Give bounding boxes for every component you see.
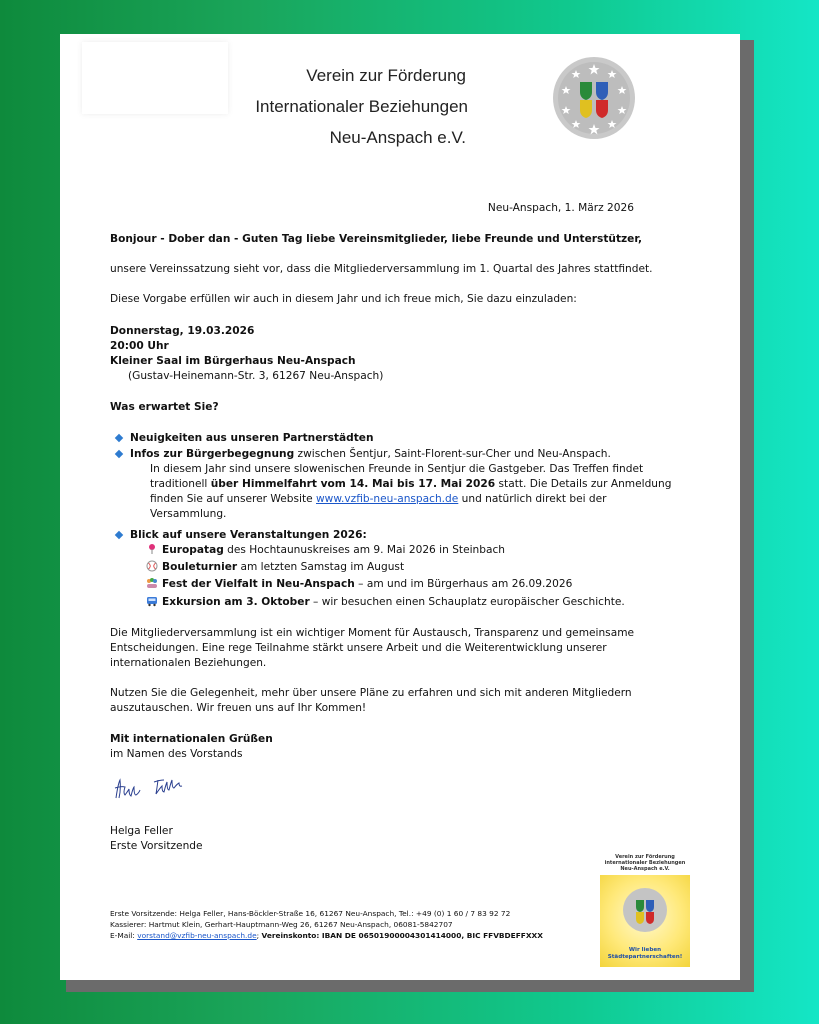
- paragraph-1: unsere Vereinssatzung sieht vor, dass die Mitgliederversammlung im 1. Quartal des Jahres stattfindet.: [110, 263, 653, 275]
- bullet-events: Blick auf unsere Veranstaltungen 2026:: [130, 529, 367, 541]
- event-3-title: Fest der Vielfalt in Neu-Anspach: [162, 578, 355, 590]
- closing: Mit internationalen Grüßen: [110, 733, 273, 745]
- org-line-1: Verein zur Förderung: [306, 66, 466, 85]
- footer: [110, 908, 543, 941]
- footer-email-link[interactable]: vorstand@vzfib-neu-anspach.de: [137, 931, 257, 940]
- letter-page: [60, 34, 740, 980]
- event-1-title: Europatag: [162, 544, 224, 556]
- sub3-pre: finden Sie auf unserer Website: [150, 493, 316, 505]
- pin-icon: [146, 543, 158, 555]
- sub3-post: und natürlich direkt bei der: [458, 493, 607, 505]
- bullet-meeting-rest: zwischen Šentjur, Saint-Florent-sur-Cher und Neu-Anspach.: [294, 448, 611, 460]
- paragraph-4-line-1: Nutzen Sie die Gelegenheit, mehr über unsere Pläne zu erfahren und sich mit anderen Mitgliedern: [110, 687, 632, 699]
- footer-line-3: [110, 930, 543, 941]
- meeting-sub-4: Versammlung.: [150, 508, 227, 520]
- handwritten-signature: [110, 772, 202, 806]
- event-2-detail: am letzten Samstag im August: [237, 561, 405, 573]
- paragraph-2: Diese Vorgabe erfüllen wir auch in diesem Jahr und ich freue mich, Sie dazu einzuladen:: [110, 293, 577, 305]
- footer-email-label: E-Mail:: [110, 931, 138, 940]
- club-seal-logo: [552, 56, 636, 140]
- bullet-marker: [115, 531, 123, 539]
- org-header: [255, 60, 466, 153]
- event-1: [162, 544, 505, 556]
- event-1-detail: des Hochtaunuskreises am 9. Mai 2026 in Steinbach: [223, 544, 506, 556]
- expect-heading: Was erwartet Sie?: [110, 401, 219, 413]
- partnership-badge: [598, 854, 692, 966]
- paragraph-3-line-2: Entscheidungen. Eine rege Teilnahme stärkt unsere Arbeit und die Weiterentwicklung unserer: [110, 642, 607, 654]
- greeting: Bonjour - Dober dan - Guten Tag liebe Vereinsmitglieder, liebe Freunde und Unterstützer,: [110, 233, 643, 245]
- meeting-time: 20:00 Uhr: [110, 340, 169, 352]
- ball-icon: [146, 560, 158, 572]
- bullet-marker: [115, 450, 123, 458]
- meeting-place: Kleiner Saal im Bürgerhaus Neu-Anspach: [110, 355, 356, 367]
- event-4: [162, 596, 625, 608]
- letter-date: Neu-Anspach, 1. März 2026: [487, 202, 634, 214]
- closing-2: im Namen des Vorstands: [110, 748, 243, 760]
- signer-title: Erste Vorsitzende: [110, 840, 203, 852]
- event-2-title: Bouleturnier: [162, 561, 238, 573]
- bullet-marker: [115, 434, 123, 442]
- event-4-title: Exkursion am 3. Oktober: [162, 596, 310, 608]
- badge-caption: Verein zur Förderung internationaler Beziehungen Neu-Anspach e.V.: [604, 854, 686, 872]
- people-icon: [146, 577, 158, 589]
- paragraph-3-line-3: internationalen Beziehungen.: [110, 657, 267, 669]
- event-3-detail: – am und im Bürgerhaus am 26.09.2026: [354, 578, 573, 590]
- event-3: [162, 578, 572, 590]
- bullet-news: Neuigkeiten aus unseren Partnerstädten: [130, 432, 374, 444]
- bullet-meeting-info: [130, 447, 611, 462]
- meeting-address: (Gustav-Heinemann-Str. 3, 61267 Neu-Anspach): [128, 370, 384, 382]
- website-link[interactable]: www.vzfib-neu-anspach.de: [316, 493, 459, 505]
- meeting-sub-3: [150, 492, 607, 507]
- footer-separator: ;: [256, 931, 262, 940]
- bullet-meeting-bold: Infos zur Bürgerbegegnung: [130, 448, 295, 460]
- badge-image: [600, 875, 690, 967]
- footer-line-2: Kassierer: Hartmut Klein, Gerhart-Hauptmann-Weg 26, 61267 Neu-Anspach, 06081-5842707: [110, 920, 453, 929]
- footer-line-1: Erste Vorsitzende: Helga Feller, Hans-Böckler-Straße 16, 61267 Neu-Anspach, Tel.: +49 (0) 1 60 / 7 83 92 72: [110, 909, 511, 918]
- badge-seal-icon: [622, 887, 668, 933]
- meeting-sub-2: [150, 477, 671, 492]
- sub2-post: statt. Die Details zur Anmeldung: [495, 478, 672, 490]
- org-line-3: Neu-Anspach e.V.: [329, 128, 466, 147]
- footer-bank-details: Vereinskonto: IBAN DE 06501900004301414000, BIC FFVBDEFFXXX: [261, 931, 543, 940]
- paragraph-4-line-2: auszutauschen. Wir freuen uns auf Ihr Kommen!: [110, 702, 367, 714]
- badge-tagline-2: Städtepartnerschaften!: [607, 954, 683, 960]
- bus-icon: [146, 595, 158, 607]
- sub2-bold: über Himmelfahrt vom 14. Mai bis 17. Mai 2026: [210, 478, 496, 490]
- meeting-date: Donnerstag, 19.03.2026: [110, 325, 255, 337]
- badge-tagline: [600, 947, 690, 961]
- badge-tagline-1: Wir lieben: [628, 947, 662, 953]
- redacted-logo-area: [82, 42, 228, 114]
- signer-name: Helga Feller: [110, 825, 173, 837]
- sub2-pre: traditionell: [150, 478, 211, 490]
- paragraph-3-line-1: Die Mitgliederversammlung ist ein wichtiger Moment für Austausch, Transparenz und gemeinsame: [110, 627, 635, 639]
- event-2: [162, 561, 404, 573]
- org-line-2: Internationaler Beziehungen: [255, 97, 468, 116]
- event-4-detail: – wir besuchen einen Schauplatz europäischer Geschichte.: [309, 596, 625, 608]
- meeting-sub-1: In diesem Jahr sind unsere slowenischen Freunde in Sentjur die Gastgeber. Das Treffen findet: [150, 463, 644, 475]
